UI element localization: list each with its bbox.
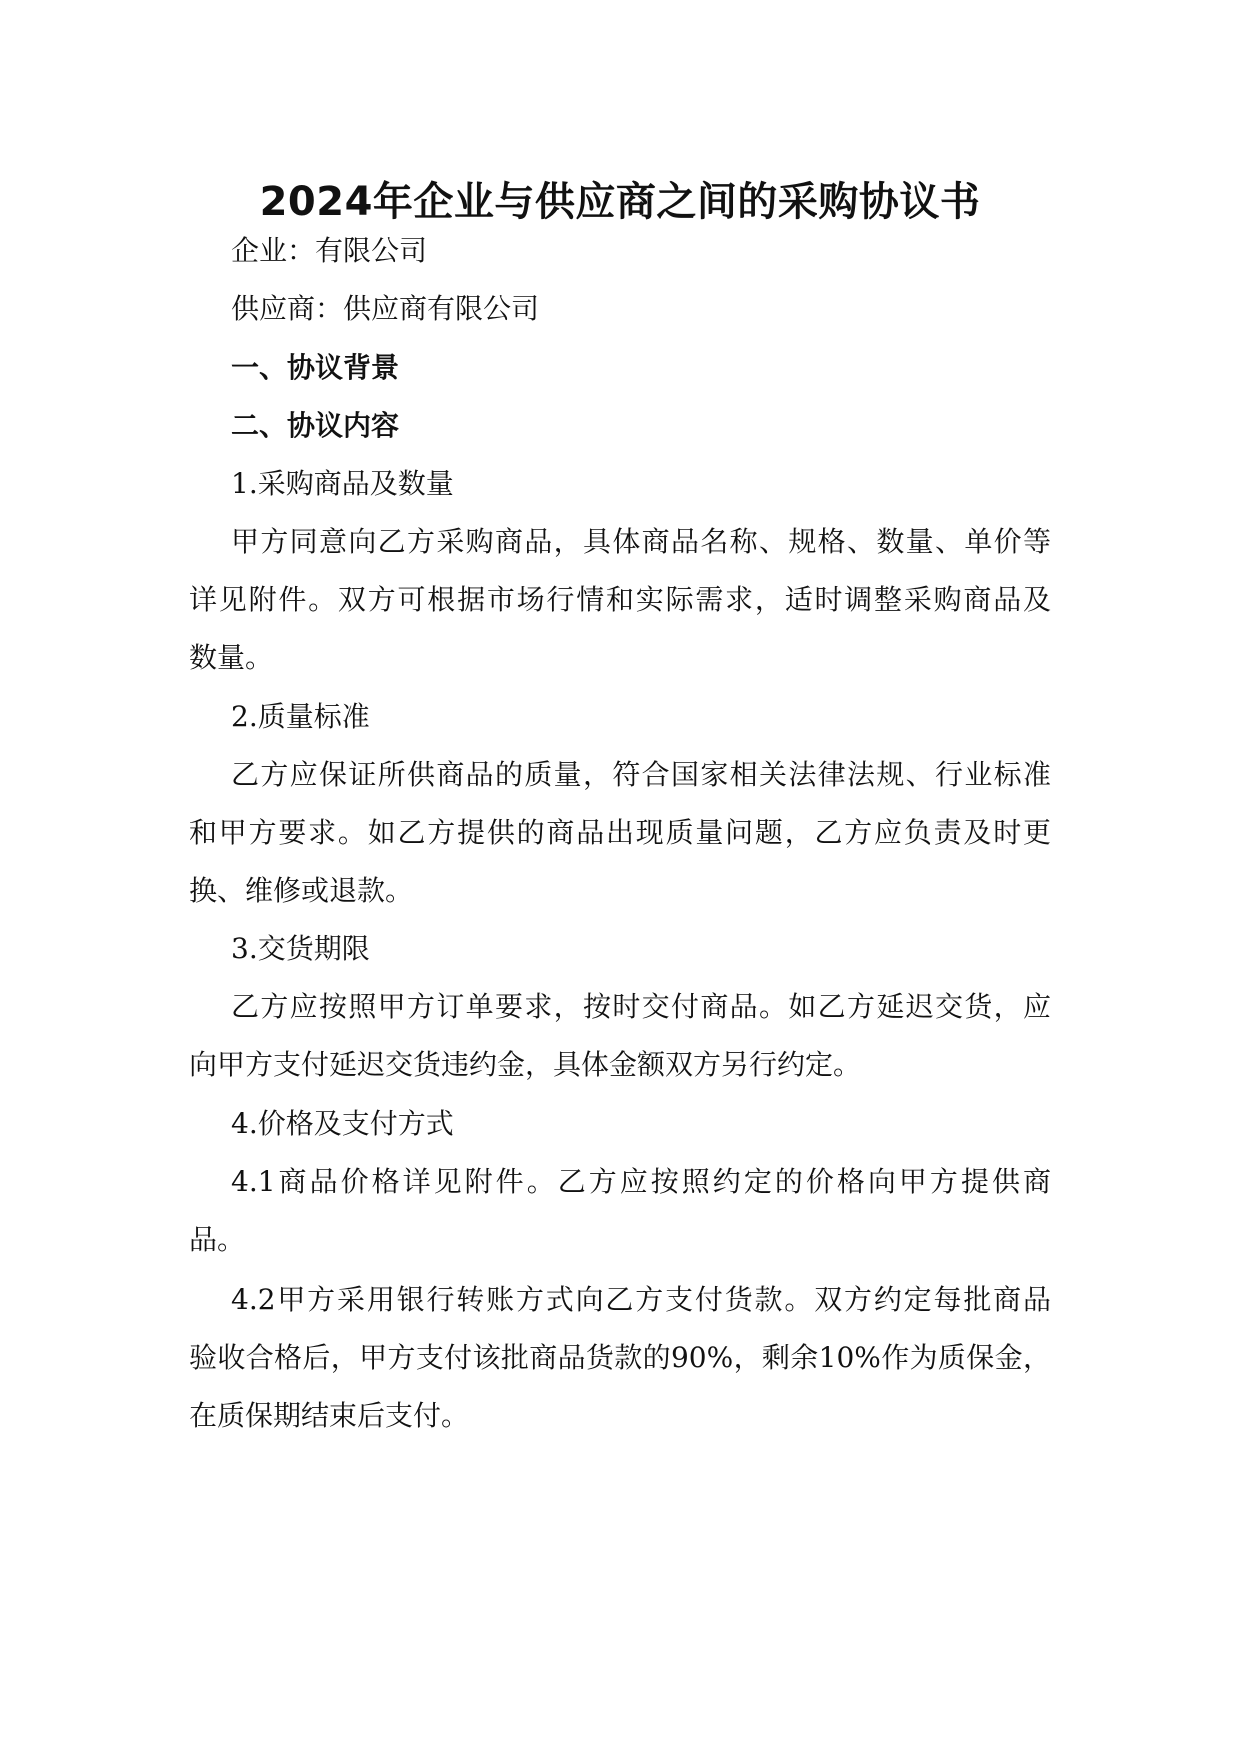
item4-2-paragraph-line: 验收合格后，甲方支付该批商品货款的90%，剩余10%作为质保金， bbox=[189, 1341, 1051, 1374]
company-line: 企业：有限公司 bbox=[231, 234, 428, 267]
item3-paragraph-line: 乙方应按照甲方订单要求，按时交付商品。如乙方延迟交货，应 bbox=[231, 990, 1051, 1023]
item4-1-paragraph-line: 4.1商品价格详见附件。乙方应按照约定的价格向甲方提供商 bbox=[231, 1165, 1051, 1198]
item2-heading: 2.质量标准 bbox=[231, 700, 370, 733]
section-heading-content: 二、协议内容 bbox=[231, 409, 400, 442]
item3-heading: 3.交货期限 bbox=[231, 932, 370, 965]
item3-paragraph-line: 向甲方支付延迟交货违约金，具体金额双方另行约定。 bbox=[189, 1048, 862, 1081]
item1-paragraph-line: 详见附件。双方可根据市场行情和实际需求，适时调整采购商品及 bbox=[189, 583, 1051, 616]
item1-paragraph-line: 数量。 bbox=[189, 641, 274, 674]
item4-1-paragraph-line: 品。 bbox=[189, 1223, 246, 1256]
section-heading-background: 一、协议背景 bbox=[231, 351, 400, 384]
item2-paragraph-line: 乙方应保证所供商品的质量，符合国家相关法律法规、行业标准 bbox=[231, 758, 1051, 791]
item4-2-paragraph-line: 在质保期结束后支付。 bbox=[189, 1399, 470, 1432]
item1-heading: 1.采购商品及数量 bbox=[231, 467, 454, 500]
item4-heading: 4.价格及支付方式 bbox=[231, 1107, 454, 1140]
item2-paragraph-line: 换、维修或退款。 bbox=[189, 874, 414, 907]
item4-2-paragraph-line: 4.2甲方采用银行转账方式向乙方支付货款。双方约定每批商品 bbox=[231, 1283, 1051, 1316]
item2-paragraph-line: 和甲方要求。如乙方提供的商品出现质量问题，乙方应负责及时更 bbox=[189, 816, 1051, 849]
supplier-line: 供应商：供应商有限公司 bbox=[231, 292, 540, 325]
document-title: 2024年企业与供应商之间的采购协议书 bbox=[259, 179, 981, 225]
item1-paragraph-line: 甲方同意向乙方采购商品，具体商品名称、规格、数量、单价等 bbox=[231, 525, 1051, 558]
